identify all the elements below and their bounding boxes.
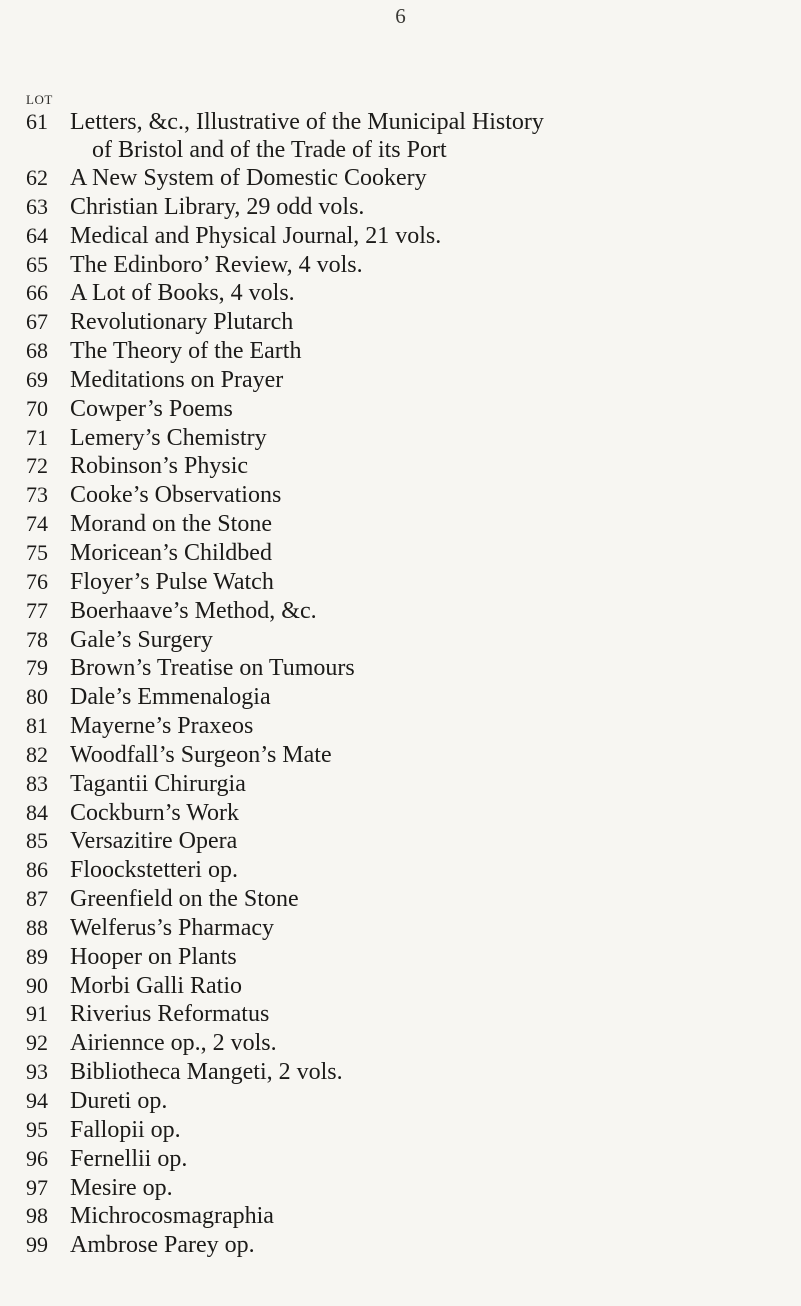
lot-entry (26, 164, 796, 193)
lot-title: Floyer’s Pulse Watch (70, 568, 274, 595)
lot-entry (26, 279, 796, 308)
lot-entry (26, 943, 796, 972)
lot-title: Boerhaave’s Method, &c. (70, 597, 317, 624)
lot-title: Mesire op. (70, 1174, 173, 1201)
lot-title: Morbi Galli Ratio (70, 972, 242, 999)
lot-entry (26, 1087, 796, 1116)
lot-entry (26, 1174, 796, 1203)
lot-entry (26, 366, 796, 395)
lot-entry (26, 683, 796, 712)
lot-number: 67 (26, 309, 48, 335)
lot-entry (26, 452, 796, 481)
lot-title: Brown’s Treatise on Tumours (70, 655, 355, 682)
lot-entry (26, 741, 796, 770)
lot-entry (26, 1202, 796, 1231)
lot-number: 77 (26, 597, 48, 623)
lot-number: 66 (26, 280, 48, 306)
lot-title: The Theory of the Earth (70, 338, 302, 365)
lot-number: 72 (26, 453, 48, 479)
lot-number: 80 (26, 684, 48, 710)
lot-column-header: LOT (26, 92, 53, 107)
lot-number: 70 (26, 395, 48, 421)
lot-number: 96 (26, 1145, 48, 1171)
lot-number: 65 (26, 251, 48, 277)
lot-list (26, 108, 796, 1260)
lot-number: 71 (26, 424, 48, 450)
lot-entry (26, 108, 796, 164)
lot-entry (26, 395, 796, 424)
lot-entry (26, 251, 796, 280)
lot-entry (26, 337, 796, 366)
lot-entry (26, 1058, 796, 1087)
lot-number: 73 (26, 482, 48, 508)
lot-title: Woodfall’s Surgeon’s Mate (70, 741, 332, 768)
lot-title: Letters, &c., Illustrative of the Municipal History (70, 109, 544, 135)
lot-title: Versazitire Opera (70, 828, 238, 855)
lot-entry (26, 597, 796, 626)
lot-number: 89 (26, 943, 48, 969)
lot-number: 74 (26, 511, 48, 537)
lot-number: 63 (26, 193, 48, 219)
lot-number: 83 (26, 770, 48, 796)
lot-title: Gale’s Surgery (70, 626, 213, 653)
lot-number: 92 (26, 1030, 48, 1056)
lot-number: 86 (26, 857, 48, 883)
lot-title: Fallopii op. (70, 1116, 181, 1143)
lot-title: Medical and Physical Journal, 21 vols. (70, 222, 442, 249)
lot-title: Bibliotheca Mangeti, 2 vols. (70, 1059, 343, 1086)
lot-number: 93 (26, 1059, 48, 1085)
lot-number: 99 (26, 1232, 48, 1258)
lot-title: Christian Library, 29 odd vols. (70, 193, 365, 220)
lot-title: Floockstetteri op. (70, 857, 238, 884)
lot-entry (26, 1029, 796, 1058)
lot-number: 94 (26, 1088, 48, 1113)
lot-entry (26, 424, 796, 453)
lot-number: 68 (26, 338, 48, 364)
lot-entry (26, 712, 796, 741)
lot-entry (26, 885, 796, 914)
lot-title: Welferus’s Pharmacy (70, 914, 274, 941)
lot-entry (26, 222, 796, 251)
lot-title: Hooper on Plants (70, 943, 237, 970)
lot-entry (26, 1145, 796, 1174)
lot-number: 85 (26, 828, 48, 854)
lot-title: Tagantii Chirurgia (70, 770, 246, 797)
lot-number: 76 (26, 568, 48, 594)
lot-number: 82 (26, 741, 48, 767)
lot-number: 90 (26, 972, 48, 998)
lot-title: Cowper’s Poems (70, 395, 233, 422)
lot-number: 91 (26, 1001, 48, 1027)
lot-title: Moricean’s Childbed (70, 539, 272, 566)
lot-number: 97 (26, 1174, 48, 1200)
lot-entry (26, 308, 796, 337)
lot-title-continuation: of Bristol and of the Trade of its Port (92, 137, 447, 163)
lot-number: 62 (26, 165, 48, 190)
lot-title: Revolutionary Plutarch (70, 309, 294, 336)
lot-title: Meditations on Prayer (70, 366, 284, 393)
lot-entry (26, 193, 796, 222)
lot-entry (26, 972, 796, 1001)
lot-entry (26, 770, 796, 799)
lot-title: Riverius Reformatus (70, 1001, 270, 1028)
lot-number: 61 (26, 109, 48, 134)
lot-title: Mayerne’s Praxeos (70, 713, 254, 740)
lot-entry (26, 568, 796, 597)
lot-entry (26, 827, 796, 856)
lot-number: 79 (26, 655, 48, 681)
lot-number: 64 (26, 222, 48, 248)
lot-number: 69 (26, 366, 48, 392)
lot-number: 75 (26, 539, 48, 565)
lot-entry (26, 1116, 796, 1145)
lot-entry (26, 914, 796, 943)
lot-title: Greenfield on the Stone (70, 886, 299, 913)
page-number: 6 (395, 4, 406, 28)
lot-number: 78 (26, 626, 48, 652)
lot-title: Airiennce op., 2 vols. (70, 1030, 277, 1057)
lot-title: Ambrose Parey op. (70, 1232, 255, 1259)
lot-title: Morand on the Stone (70, 511, 272, 538)
lot-entry (26, 1000, 796, 1029)
lot-title: Cooke’s Observations (70, 482, 282, 509)
lot-entry (26, 481, 796, 510)
lot-number: 95 (26, 1116, 48, 1142)
lot-title: Cockburn’s Work (70, 799, 239, 826)
lot-entry (26, 626, 796, 655)
lot-title: Dale’s Emmenalogia (70, 684, 271, 711)
lot-entry (26, 539, 796, 568)
lot-title: Fernellii op. (70, 1145, 188, 1172)
lot-entry (26, 1231, 796, 1260)
lot-title: The Edinboro’ Review, 4 vols. (70, 251, 363, 278)
lot-entry (26, 799, 796, 828)
lot-title: Lemery’s Chemistry (70, 424, 267, 451)
lot-number: 81 (26, 713, 48, 739)
lot-title: Dureti op. (70, 1088, 168, 1114)
lot-entries (26, 164, 796, 1260)
lot-number: 98 (26, 1203, 48, 1229)
lot-title: A Lot of Books, 4 vols. (70, 280, 295, 307)
lot-title: Robinson’s Physic (70, 453, 249, 480)
lot-title: A New System of Domestic Cookery (70, 165, 427, 191)
lot-number: 84 (26, 799, 48, 825)
lot-entry (26, 654, 796, 683)
lot-entry (26, 856, 796, 885)
lot-entry (26, 510, 796, 539)
lot-number: 87 (26, 886, 48, 912)
lot-title: Michrocosmagraphia (70, 1203, 274, 1230)
lot-number: 88 (26, 914, 48, 940)
